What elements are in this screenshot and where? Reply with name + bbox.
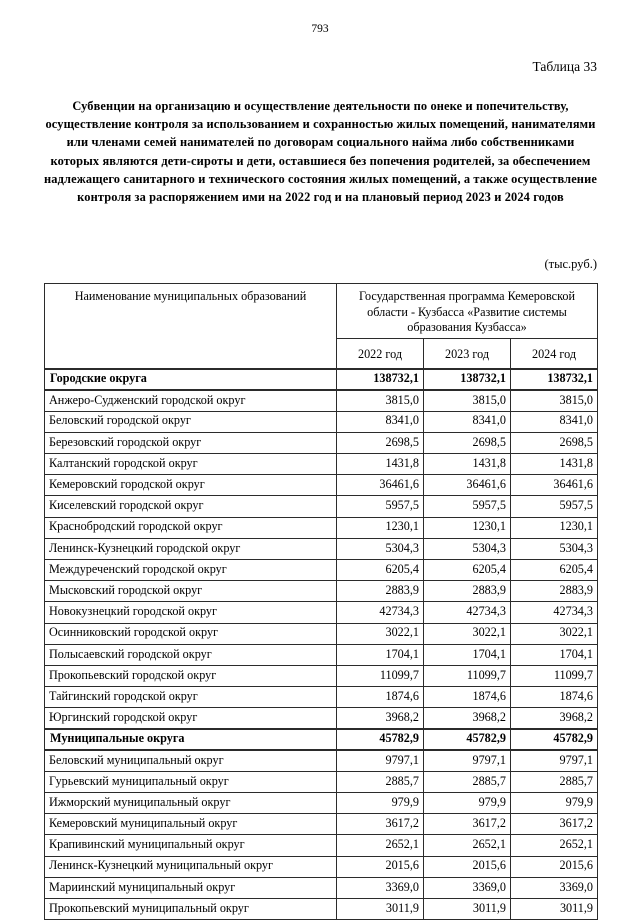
row-municipality-name: Березовский городской округ — [45, 432, 337, 453]
row-municipality-name: Междуреченский городской округ — [45, 560, 337, 581]
row-value-2022: 42734,3 — [337, 602, 424, 623]
table-row — [45, 835, 598, 856]
row-municipality-name: Калтанский городской округ — [45, 454, 337, 475]
row-municipality-name: Полысаевский городской округ — [45, 644, 337, 665]
table-label: Таблица 33 — [532, 59, 597, 74]
row-municipality-name: Юргинский городской округ — [45, 708, 337, 729]
table-row — [45, 793, 598, 814]
row-value-2022: 11099,7 — [337, 665, 424, 686]
table-row — [45, 390, 598, 411]
row-value-2022: 1230,1 — [337, 517, 424, 538]
row-municipality-name: Мариинский муниципальный округ — [45, 877, 337, 898]
row-municipality-name: Кемеровский городской округ — [45, 475, 337, 496]
table-row — [45, 687, 598, 708]
table-row — [45, 432, 598, 453]
row-value-2022: 2015,6 — [337, 856, 424, 877]
row-value-2024: 1431,8 — [511, 454, 598, 475]
row-value-2023: 3617,2 — [424, 814, 511, 835]
row-value-2023: 2885,7 — [424, 771, 511, 792]
row-municipality-name: Новокузнецкий городской округ — [45, 602, 337, 623]
column-header-name: Наименование муниципальных образований — [45, 284, 337, 369]
table-row — [45, 517, 598, 538]
row-value-2024: 6205,4 — [511, 560, 598, 581]
row-value-2022: 2885,7 — [337, 771, 424, 792]
table-row — [45, 538, 598, 559]
row-value-2024: 8341,0 — [511, 411, 598, 432]
column-header-year-2022: 2022 год — [337, 338, 424, 369]
row-value-2023: 5957,5 — [424, 496, 511, 517]
row-value-2023: 1704,1 — [424, 644, 511, 665]
table-row — [45, 644, 598, 665]
row-value-2024: 11099,7 — [511, 665, 598, 686]
row-municipality-name: Мысковский городской округ — [45, 581, 337, 602]
row-value-2023: 1431,8 — [424, 454, 511, 475]
row-value-2024: 1704,1 — [511, 644, 598, 665]
table-row — [45, 560, 598, 581]
row-value-2023: 2015,6 — [424, 856, 511, 877]
row-value-2022: 2883,9 — [337, 581, 424, 602]
row-value-2022: 979,9 — [337, 793, 424, 814]
row-value-2022: 3815,0 — [337, 390, 424, 411]
table-row — [45, 496, 598, 517]
row-municipality-name: Гурьевский муниципальный округ — [45, 771, 337, 792]
column-header-year-2024: 2024 год — [511, 338, 598, 369]
row-value-2022: 36461,6 — [337, 475, 424, 496]
row-value-2024: 3815,0 — [511, 390, 598, 411]
table-row — [45, 454, 598, 475]
row-value-2024: 2885,7 — [511, 771, 598, 792]
row-group-label: Муниципальные округа — [45, 729, 337, 750]
row-value-2024: 3617,2 — [511, 814, 598, 835]
row-value-2024: 2883,9 — [511, 581, 598, 602]
row-value-2023: 1874,6 — [424, 687, 511, 708]
row-value-2023: 45782,9 — [424, 729, 511, 750]
row-value-2024: 1230,1 — [511, 517, 598, 538]
table-row — [45, 411, 598, 432]
row-value-2024: 2015,6 — [511, 856, 598, 877]
row-value-2023: 3011,9 — [424, 899, 511, 920]
row-value-2023: 8341,0 — [424, 411, 511, 432]
row-value-2022: 3022,1 — [337, 623, 424, 644]
table-row — [45, 729, 598, 750]
row-value-2022: 6205,4 — [337, 560, 424, 581]
row-value-2022: 8341,0 — [337, 411, 424, 432]
row-value-2024: 42734,3 — [511, 602, 598, 623]
row-value-2023: 1230,1 — [424, 517, 511, 538]
row-value-2022: 138732,1 — [337, 369, 424, 390]
row-value-2022: 2652,1 — [337, 835, 424, 856]
row-value-2022: 3369,0 — [337, 877, 424, 898]
row-municipality-name: Краснобродский городской округ — [45, 517, 337, 538]
table-row — [45, 856, 598, 877]
table-row — [45, 877, 598, 898]
row-value-2023: 3968,2 — [424, 708, 511, 729]
row-value-2024: 2652,1 — [511, 835, 598, 856]
row-value-2024: 36461,6 — [511, 475, 598, 496]
table-row — [45, 665, 598, 686]
row-value-2023: 3022,1 — [424, 623, 511, 644]
column-header-year-2023: 2023 год — [424, 338, 511, 369]
page-number: 793 — [311, 23, 329, 35]
row-value-2023: 3815,0 — [424, 390, 511, 411]
row-municipality-name: Прокопьевский городской округ — [45, 665, 337, 686]
table-row — [45, 750, 598, 771]
row-value-2023: 979,9 — [424, 793, 511, 814]
row-municipality-name: Беловский муниципальный округ — [45, 750, 337, 771]
row-value-2023: 2883,9 — [424, 581, 511, 602]
row-value-2024: 5957,5 — [511, 496, 598, 517]
row-municipality-name: Ленинск-Кузнецкий городской округ — [45, 538, 337, 559]
table-row — [45, 708, 598, 729]
row-value-2024: 3022,1 — [511, 623, 598, 644]
row-value-2024: 45782,9 — [511, 729, 598, 750]
row-value-2023: 36461,6 — [424, 475, 511, 496]
row-value-2023: 2698,5 — [424, 432, 511, 453]
row-value-2022: 1704,1 — [337, 644, 424, 665]
row-value-2023: 138732,1 — [424, 369, 511, 390]
row-municipality-name: Осинниковский городской округ — [45, 623, 337, 644]
row-value-2022: 3968,2 — [337, 708, 424, 729]
row-value-2022: 5304,3 — [337, 538, 424, 559]
row-value-2024: 138732,1 — [511, 369, 598, 390]
row-municipality-name: Крапивинский муниципальный округ — [45, 835, 337, 856]
row-value-2022: 45782,9 — [337, 729, 424, 750]
row-municipality-name: Кемеровский муниципальный округ — [45, 814, 337, 835]
table-row — [45, 602, 598, 623]
row-value-2022: 2698,5 — [337, 432, 424, 453]
table-row — [45, 475, 598, 496]
row-value-2022: 9797,1 — [337, 750, 424, 771]
table-header — [45, 284, 598, 369]
row-value-2024: 9797,1 — [511, 750, 598, 771]
row-municipality-name: Анжеро-Судженский городской округ — [45, 390, 337, 411]
row-municipality-name: Беловский городской округ — [45, 411, 337, 432]
row-value-2023: 6205,4 — [424, 560, 511, 581]
row-value-2024: 3011,9 — [511, 899, 598, 920]
table-row — [45, 814, 598, 835]
row-value-2024: 979,9 — [511, 793, 598, 814]
row-value-2024: 5304,3 — [511, 538, 598, 559]
document-title: Субвенции на организацию и осуществление деятельности по онеке и попечительству, осуществление контроля за использованием и сохранностью жилых помещений, нанимателями или членами семей нанимателей по договорам социального найма либо собственниками которых являются дети-сироты и дети, оставшиеся без попечения родителей, за обеспечением надлежащего санитарного и технического состояния жилых помещений, а также осуществление контроля за распоряжением ими на 2022 год и на плановый период 2023 и 2024 годов — [44, 99, 597, 205]
table-row — [45, 899, 598, 920]
row-municipality-name: Ленинск-Кузнецкий муниципальный округ — [45, 856, 337, 877]
row-value-2023: 11099,7 — [424, 665, 511, 686]
row-value-2024: 2698,5 — [511, 432, 598, 453]
table-row — [45, 581, 598, 602]
row-value-2022: 3011,9 — [337, 899, 424, 920]
row-value-2023: 42734,3 — [424, 602, 511, 623]
row-value-2023: 9797,1 — [424, 750, 511, 771]
row-group-label: Городские округа — [45, 369, 337, 390]
row-value-2023: 5304,3 — [424, 538, 511, 559]
row-value-2024: 3968,2 — [511, 708, 598, 729]
row-value-2023: 3369,0 — [424, 877, 511, 898]
column-header-program: Государственная программа Кемеровской области - Кузбасса «Развитие системы образования Кузбасса» — [337, 284, 598, 339]
row-value-2022: 1874,6 — [337, 687, 424, 708]
row-municipality-name: Ижморский муниципальный округ — [45, 793, 337, 814]
row-value-2024: 1874,6 — [511, 687, 598, 708]
table-body — [45, 369, 598, 920]
table-row — [45, 623, 598, 644]
table-row — [45, 771, 598, 792]
table-row — [45, 369, 598, 390]
row-value-2022: 3617,2 — [337, 814, 424, 835]
row-value-2022: 1431,8 — [337, 454, 424, 475]
units-label: (тыс.руб.) — [544, 257, 597, 271]
row-value-2024: 3369,0 — [511, 877, 598, 898]
row-municipality-name: Прокопьевский муниципальный округ — [45, 899, 337, 920]
subventions-table — [44, 283, 598, 920]
row-value-2023: 2652,1 — [424, 835, 511, 856]
row-value-2022: 5957,5 — [337, 496, 424, 517]
row-municipality-name: Киселевский городской округ — [45, 496, 337, 517]
row-municipality-name: Тайгинский городской округ — [45, 687, 337, 708]
